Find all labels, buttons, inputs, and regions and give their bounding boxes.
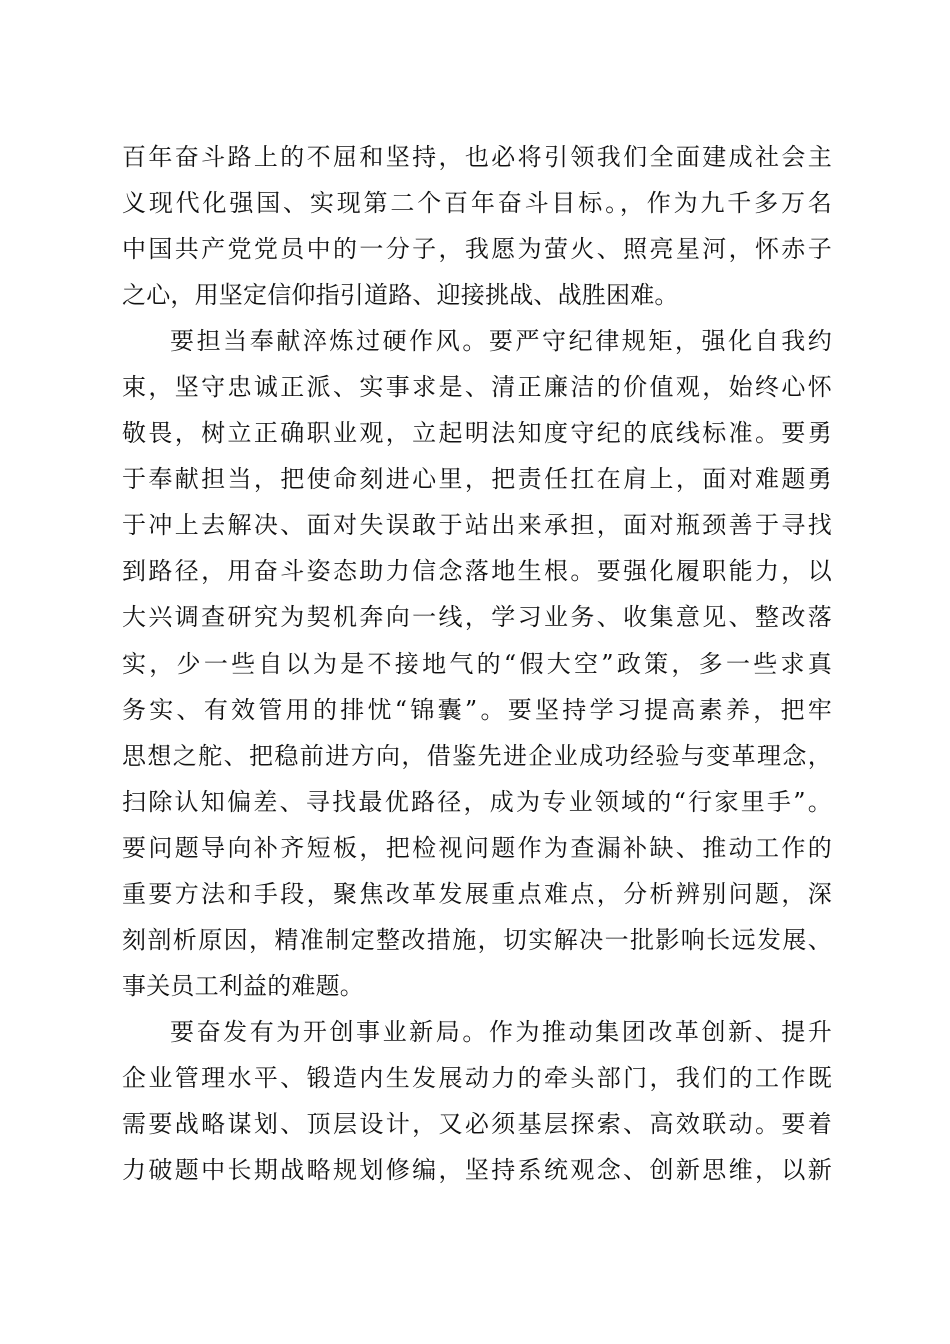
paragraph-start-line: 要奋发有为开创事业新局。作为推动集团改革创新、提升	[170, 1017, 832, 1046]
text-line: 于冲上去解决、面对失误敢于站出来承担，面对瓶颈善于寻找	[122, 511, 832, 540]
text-line: 思想之舵、把稳前进方向，借鉴先进企业成功经验与变革理念，	[122, 741, 832, 770]
text-line: 实，少一些自以为是不接地气的“假大空”政策，多一些求真	[122, 649, 832, 678]
text-line: 刻剖析原因，精准制定整改措施，切实解决一批影响长远发展、	[122, 925, 832, 954]
text-line: 到路径，用奋斗姿态助力信念落地生根。要强化履职能力，以	[122, 557, 832, 586]
paragraph-start-line: 要担当奉献淬炼过硬作风。要严守纪律规矩，强化自我约	[170, 327, 832, 356]
body-text	[122, 134, 832, 1193]
text-line: 事关员工利益的难题。	[122, 971, 364, 1000]
text-line: 企业管理水平、锻造内生发展动力的牵头部门，我们的工作既	[122, 1063, 832, 1092]
text-line: 之心，用坚定信仰指引道路、迎接挑战、战胜困难。	[122, 281, 679, 310]
text-line: 大兴调查研究为契机奔向一线，学习业务、收集意见、整改落	[122, 603, 832, 632]
text-line: 义现代化强国、实现第二个百年奋斗目标。，作为九千多万名	[122, 189, 832, 218]
text-line: 百年奋斗路上的不屈和坚持，也必将引领我们全面建成社会主	[122, 143, 832, 171]
text-line: 扫除认知偏差、寻找最优路径，成为专业领域的“行家里手”。	[122, 787, 832, 816]
text-line: 需要战略谋划、顶层设计，又必须基层探索、高效联动。要着	[122, 1109, 832, 1138]
text-line: 于奉献担当，把使命刻进心里，把责任扛在肩上，面对难题勇	[122, 465, 832, 494]
text-line: 中国共产党党员中的一分子，我愿为萤火、照亮星河，怀赤子	[122, 235, 832, 264]
text-line: 务实、有效管用的排忧“锦囊”。要坚持学习提高素养，把牢	[122, 695, 832, 724]
text-line: 要问题导向补齐短板，把检视问题作为查漏补缺、推动工作的	[122, 833, 832, 862]
text-line: 重要方法和手段，聚焦改革发展重点难点，分析辨别问题，深	[122, 879, 832, 908]
text-line: 敬畏，树立正确职业观，立起明法知度守纪的底线标准。要勇	[122, 419, 832, 448]
text-line: 力破题中长期战略规划修编，坚持系统观念、创新思维，以新	[122, 1156, 832, 1185]
text-line: 束，坚守忠诚正派、实事求是、清正廉洁的价值观，始终心怀	[122, 373, 832, 402]
